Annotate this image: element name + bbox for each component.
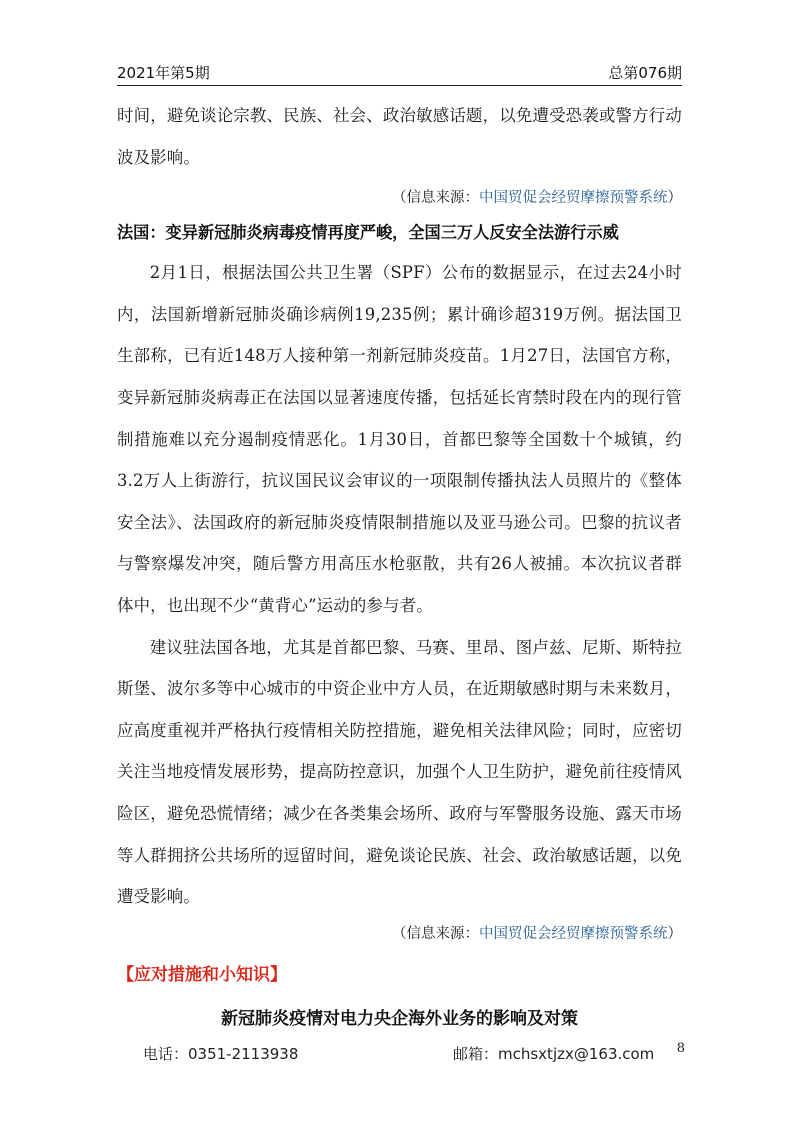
total-issue-label: 总第076期 — [608, 64, 682, 82]
article-paragraph: 2月1日，根据法国公共卫生署（SPF）公布的数据显示，在过去24小时内，法国新增新冠肺炎确诊病例19,235例；累计确诊超319万例。据法国卫生部称，已有近148万人接种第一剂新冠肺炎疫苗。1月27日，法国官方称，变异新冠肺炎病毒正在法国以显著速度传播，包括延长宵禁时段在内的现行管制措施难以充分遏制疫情恶化。1月30日，首都巴黎等全国数十个城镇，约3.2万人上街游行，抗议国民议会审议的一项限制传播执法人员照片的《整体安全法》、法国政府的新冠肺炎疫情限制措施以及亚马逊公司。巴黎的抗议者与警察爆发冲突，随后警方用高压水枪驱散，共有26人被捕。本次抗议者群体中，也出现不少“黄背心”运动的参与者。 — [117, 263, 682, 615]
source-suffix: ） — [667, 925, 682, 942]
source-note — [117, 182, 682, 214]
page-content — [117, 95, 682, 1036]
continuation-paragraph: 时间，避免谈论宗教、民族、社会、政治敏感话题，以免遭受恐袭或警方行动波及影响。 — [117, 106, 682, 167]
source-org: 中国贸促会经贸摩擦预警系统 — [479, 190, 668, 207]
source-org: 中国贸促会经贸摩擦预警系统 — [479, 925, 668, 942]
page-number: 8 — [676, 1041, 685, 1056]
issue-label: 2021年第5期 — [117, 64, 210, 82]
source-prefix: （信息来源： — [392, 190, 479, 207]
article-paragraph: 建议驻法国各地，尤其是首都巴黎、马赛、里昂、图卢兹、尼斯、斯特拉斯堡、波尔多等中心城市的中资企业中方人员，在近期敏感时期与未来数月，应高度重视并严格执行疫情相关防控措施，避免相关法律风险；同时，应密切关注当地疫情发展形势，提高防控意识，加强个人卫生防护，避免前往疫情风险区，避免恐慌情绪；减少在各类集会场所、政府与军警服务设施、露天市场等人群拥挤公共场所的逗留时间，避免谈论民族、社会、政治敏感话题，以免遭受影响。 — [117, 637, 682, 907]
footer-phone: 电话：0351-2113938 — [143, 1045, 299, 1063]
page-header — [117, 60, 682, 84]
source-note — [117, 918, 682, 950]
source-prefix: （信息来源： — [392, 925, 479, 942]
source-suffix: ） — [667, 190, 682, 207]
page-footer — [143, 1043, 685, 1067]
article-title: 法国：变异新冠肺炎病毒疫情再度严峻，全国三万人反安全法游行示威 — [117, 223, 619, 243]
footer-email: 邮箱：mchsxtjzx@163.com — [453, 1045, 655, 1063]
header-divider — [117, 85, 682, 86]
section-subtitle: 新冠肺炎疫情对电力央企海外业务的影响及对策 — [221, 1008, 578, 1029]
section-tag: 【应对措施和小知识】 — [117, 964, 287, 985]
